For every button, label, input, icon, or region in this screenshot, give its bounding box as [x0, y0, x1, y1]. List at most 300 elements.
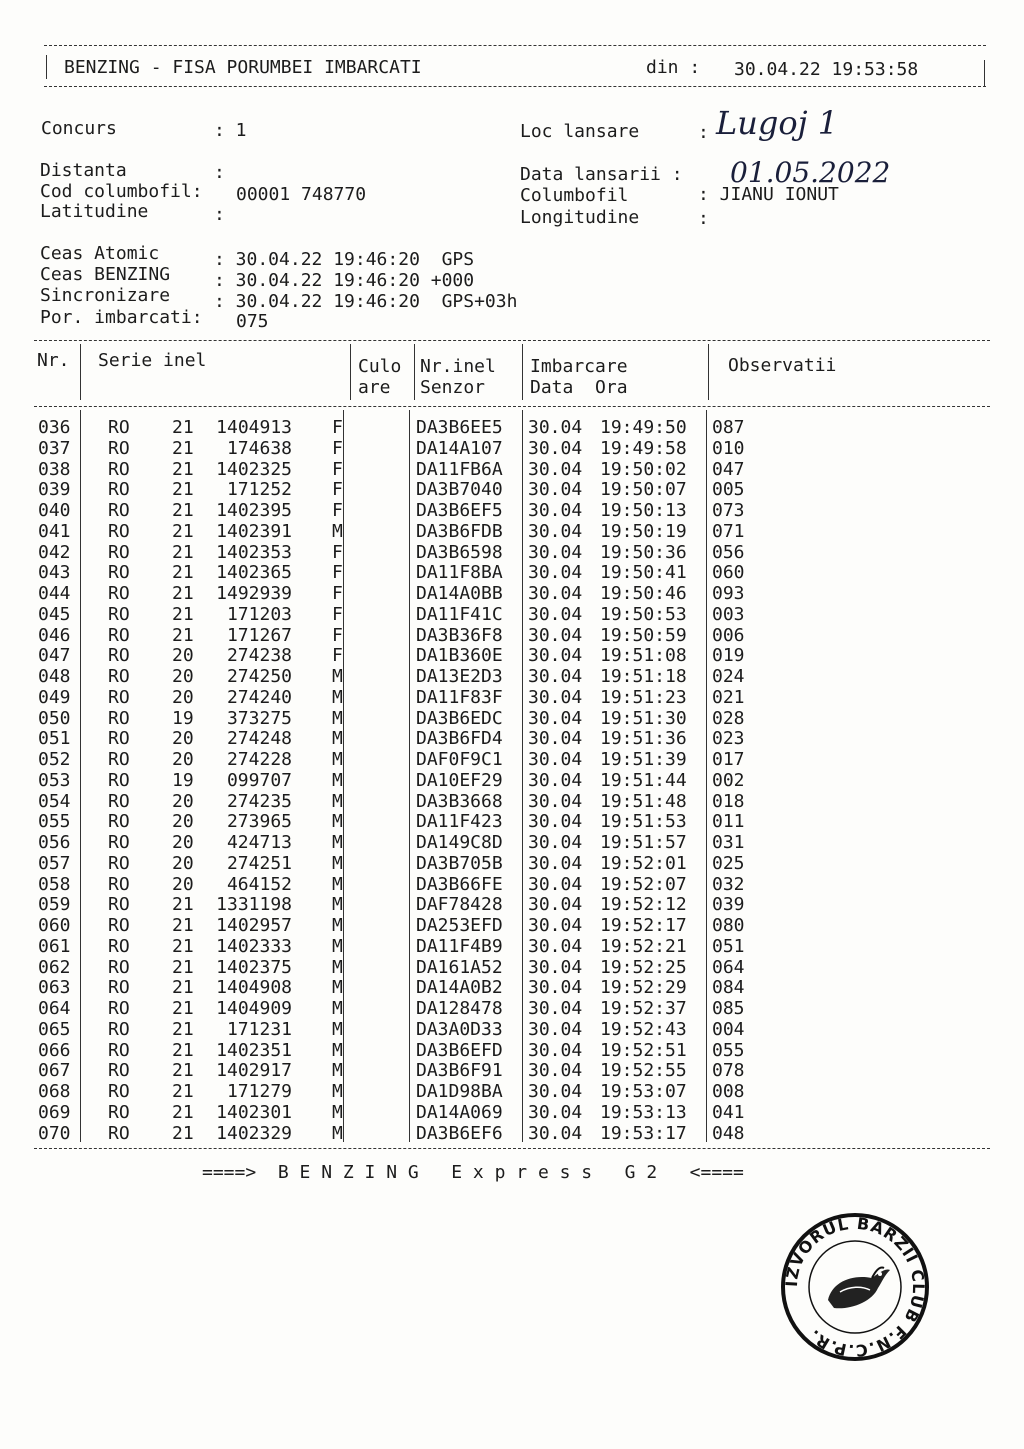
table-row [0, 480, 1024, 501]
table-row [0, 1061, 1024, 1082]
ring-serial: 1402917 [216, 1060, 292, 1082]
boarding-date: 30.04 [528, 1081, 583, 1102]
sex: M [332, 956, 343, 978]
boarding-time: 19:52:29 [600, 977, 687, 999]
header-bottom-border [44, 86, 986, 87]
boarding-time: 19:50:59 [600, 624, 687, 646]
boarding-date: 30.04 [528, 1122, 583, 1144]
ring-year: 19 [172, 707, 194, 729]
sensor-ring: DA11F41C [416, 603, 503, 625]
din-label: din : [646, 57, 701, 78]
longitudine-label: Longitudine [520, 207, 640, 228]
country-code: RO [108, 956, 130, 978]
distanta-value: : [214, 162, 225, 183]
sensor-ring: DA3B6FDB [416, 520, 503, 542]
boarding-time: 19:51:08 [600, 645, 687, 667]
boarding-time: 19:53:07 [600, 1081, 687, 1102]
boarding-date: 30.04 [528, 1101, 583, 1123]
observation: 008 [712, 1081, 745, 1102]
country-code: RO [108, 894, 130, 916]
observation: 018 [712, 790, 745, 812]
row-number: 053 [38, 769, 71, 791]
sensor-ring: DA3B66FE [416, 873, 503, 895]
sex: M [332, 873, 343, 895]
country-code: RO [108, 645, 130, 667]
observation: 080 [712, 915, 745, 936]
ring-serial: 424713 [226, 832, 292, 853]
boarding-time: 19:50:41 [600, 562, 687, 584]
boarding-time: 19:49:58 [600, 437, 687, 459]
ring-year: 21 [172, 894, 194, 916]
table-row [0, 501, 1024, 522]
boarding-date: 30.04 [528, 935, 583, 957]
ceas-benzing-label: Ceas BENZING [40, 264, 171, 285]
boarding-date: 30.04 [528, 977, 583, 999]
boarding-time: 19:50:46 [600, 583, 687, 604]
ring-serial: 1402351 [216, 1039, 292, 1061]
sensor-ring: DA3B705B [416, 852, 503, 874]
boarding-time: 19:52:01 [600, 852, 687, 874]
boarding-date: 30.04 [528, 541, 583, 563]
ring-year: 21 [172, 541, 194, 563]
porumbei-imbarcati-label: Por. imbarcati: [40, 307, 203, 328]
ring-year: 21 [172, 1081, 194, 1102]
row-number: 040 [38, 500, 71, 521]
header-left-border [46, 55, 47, 79]
sensor-ring: DA14A107 [416, 437, 503, 459]
boarding-time: 19:52:37 [600, 998, 687, 1019]
ring-serial: 1402395 [216, 500, 292, 521]
ring-year: 21 [172, 1122, 194, 1144]
table-row [0, 771, 1024, 792]
ring-serial: 1404913 [216, 417, 292, 438]
sensor-ring: DA3B6EDC [416, 707, 503, 729]
observation: 084 [712, 977, 745, 999]
header-divider [708, 344, 709, 400]
ring-serial: 1402301 [216, 1101, 292, 1123]
boarding-time: 19:52:51 [600, 1039, 687, 1061]
sensor-ring: DA3B6EE5 [416, 417, 503, 438]
boarding-date: 30.04 [528, 520, 583, 542]
boarding-date: 30.04 [528, 1018, 583, 1040]
boarding-time: 19:52:07 [600, 873, 687, 895]
boarding-date: 30.04 [528, 1060, 583, 1082]
country-code: RO [108, 1101, 130, 1123]
table-row [0, 875, 1024, 896]
country-code: RO [108, 790, 130, 812]
table-row [0, 418, 1024, 439]
table-row [0, 646, 1024, 667]
observation: 025 [712, 852, 745, 874]
observation: 021 [712, 686, 745, 708]
distanta-label: Distanta [40, 160, 127, 181]
sex: F [332, 437, 343, 459]
ring-serial: 464152 [226, 873, 292, 895]
ring-year: 20 [172, 686, 194, 708]
ring-serial: 1331198 [216, 894, 292, 916]
sensor-ring: DA14A069 [416, 1101, 503, 1123]
ring-serial: 099707 [226, 769, 292, 791]
row-number: 049 [38, 686, 71, 708]
sex: F [332, 541, 343, 563]
boarding-time: 19:51:57 [600, 832, 687, 853]
country-code: RO [108, 437, 130, 459]
boarding-date: 30.04 [528, 583, 583, 604]
sensor-ring: DA1D98BA [416, 1081, 503, 1102]
boarding-date: 30.04 [528, 998, 583, 1019]
ring-serial: 273965 [226, 811, 292, 833]
boarding-time: 19:50:19 [600, 520, 687, 542]
country-code: RO [108, 541, 130, 563]
ring-serial: 1404908 [216, 977, 292, 999]
observation: 004 [712, 1018, 745, 1040]
sensor-ring: DAF78428 [416, 894, 503, 916]
header-divider [350, 344, 351, 400]
sex: M [332, 1039, 343, 1061]
boarding-time: 19:53:17 [600, 1122, 687, 1144]
ring-year: 21 [172, 956, 194, 978]
observation: 006 [712, 624, 745, 646]
ring-year: 20 [172, 873, 194, 895]
boarding-date: 30.04 [528, 811, 583, 833]
header-divider [414, 344, 415, 400]
sex: M [332, 977, 343, 999]
sensor-ring: DA1B360E [416, 645, 503, 667]
observation: 055 [712, 1039, 745, 1061]
ring-serial: 171231 [226, 1018, 292, 1040]
country-code: RO [108, 1039, 130, 1061]
ring-year: 21 [172, 1018, 194, 1040]
row-number: 069 [38, 1101, 71, 1123]
loc-lansare-handwritten: Lugoj 1 [716, 104, 839, 142]
row-number: 052 [38, 749, 71, 770]
boarding-date: 30.04 [528, 479, 583, 501]
boarding-time: 19:52:55 [600, 1060, 687, 1082]
sex: M [332, 894, 343, 916]
boarding-time: 19:51:18 [600, 666, 687, 687]
ring-serial: 1402353 [216, 541, 292, 563]
boarding-time: 19:50:07 [600, 479, 687, 501]
sex: F [332, 562, 343, 584]
latitudine-label: Latitudine [40, 201, 149, 222]
col-header-serie-inel: Serie inel [98, 350, 207, 371]
data-lansarii-label: Data lansarii : [520, 164, 683, 185]
sex: M [332, 811, 343, 833]
ring-serial: 1402391 [216, 520, 292, 542]
observation: 011 [712, 811, 745, 833]
sex: F [332, 603, 343, 625]
porumbei-imbarcati-value: 075 [236, 311, 269, 332]
ring-serial: 274250 [226, 666, 292, 687]
table-bottom-border [34, 1148, 990, 1149]
country-code: RO [108, 935, 130, 957]
data-lansarii-handwritten: 01.05.2022 [730, 156, 891, 189]
observation: 010 [712, 437, 745, 459]
sex: M [332, 749, 343, 770]
ring-year: 19 [172, 769, 194, 791]
sensor-ring: DA3B3668 [416, 790, 503, 812]
table-row [0, 833, 1024, 854]
observation: 002 [712, 769, 745, 791]
col-header-culoare-2: are [358, 377, 391, 398]
club-stamp-logo [780, 1212, 930, 1362]
row-number: 067 [38, 1060, 71, 1082]
sex: M [332, 832, 343, 853]
row-number: 046 [38, 624, 71, 646]
ring-serial: 171252 [226, 479, 292, 501]
ring-year: 20 [172, 666, 194, 687]
boarding-date: 30.04 [528, 852, 583, 874]
country-code: RO [108, 562, 130, 584]
table-top-border [34, 340, 990, 341]
col-header-observatii: Observatii [728, 355, 837, 376]
table-row [0, 1124, 1024, 1145]
boarding-time: 19:51:30 [600, 707, 687, 729]
sex: M [332, 666, 343, 687]
observation: 023 [712, 728, 745, 750]
sensor-ring: DA3B6FD4 [416, 728, 503, 750]
sex: M [332, 1018, 343, 1040]
loc-lansare-colon: : [698, 122, 709, 143]
sensor-ring: DA3B6EFD [416, 1039, 503, 1061]
country-code: RO [108, 583, 130, 604]
table-row [0, 439, 1024, 460]
observation: 019 [712, 645, 745, 667]
row-number: 041 [38, 520, 71, 542]
boarding-date: 30.04 [528, 562, 583, 584]
sex: M [332, 728, 343, 750]
cod-columbofil-label: Cod columbofil: [40, 181, 203, 202]
observation: 087 [712, 417, 745, 438]
observation: 056 [712, 541, 745, 563]
row-number: 036 [38, 417, 71, 438]
ring-serial: 171203 [226, 603, 292, 625]
row-number: 057 [38, 852, 71, 874]
country-code: RO [108, 707, 130, 729]
header-top-border [44, 45, 986, 46]
country-code: RO [108, 1081, 130, 1102]
sensor-ring: DA13E2D3 [416, 666, 503, 687]
sex: F [332, 583, 343, 604]
ring-year: 21 [172, 1101, 194, 1123]
ring-year: 21 [172, 998, 194, 1019]
table-row [0, 1020, 1024, 1041]
ring-year: 20 [172, 728, 194, 750]
country-code: RO [108, 852, 130, 874]
ceas-atomic-value: : 30.04.22 19:46:20 GPS [214, 249, 475, 270]
sex: M [332, 915, 343, 936]
boarding-time: 19:50:53 [600, 603, 687, 625]
observation: 032 [712, 873, 745, 895]
ring-serial: 373275 [226, 707, 292, 729]
ring-serial: 174638 [226, 437, 292, 459]
row-number: 045 [38, 603, 71, 625]
boarding-date: 30.04 [528, 417, 583, 438]
sensor-ring: DA11F8BA [416, 562, 503, 584]
ring-serial: 274228 [226, 749, 292, 770]
table-row [0, 916, 1024, 937]
boarding-date: 30.04 [528, 873, 583, 895]
sex: F [332, 479, 343, 501]
pigeon-icon [828, 1267, 890, 1308]
boarding-time: 19:50:02 [600, 458, 687, 480]
table-row [0, 792, 1024, 813]
boarding-date: 30.04 [528, 645, 583, 667]
ring-serial: 274251 [226, 852, 292, 874]
country-code: RO [108, 728, 130, 750]
ring-year: 20 [172, 832, 194, 853]
observation: 051 [712, 935, 745, 957]
footer-text: ====> B E N Z I N G E x p r e s s G 2 <==== [202, 1162, 744, 1183]
ring-year: 21 [172, 915, 194, 936]
sex: F [332, 458, 343, 480]
table-row [0, 584, 1024, 605]
ring-year: 21 [172, 603, 194, 625]
boarding-time: 19:51:44 [600, 769, 687, 791]
sex: M [332, 1122, 343, 1144]
table-row [0, 978, 1024, 999]
ceas-benzing-value: : 30.04.22 19:46:20 +000 [214, 270, 475, 291]
sensor-ring: DA128478 [416, 998, 503, 1019]
table-row [0, 958, 1024, 979]
sex: M [332, 998, 343, 1019]
row-number: 055 [38, 811, 71, 833]
table-row [0, 460, 1024, 481]
sex: M [332, 790, 343, 812]
table-row [0, 1082, 1024, 1103]
sex: F [332, 500, 343, 521]
ring-year: 20 [172, 790, 194, 812]
boarding-date: 30.04 [528, 458, 583, 480]
observation: 085 [712, 998, 745, 1019]
ring-serial: 274240 [226, 686, 292, 708]
observation: 073 [712, 500, 745, 521]
sex: M [332, 852, 343, 874]
ring-serial: 1402375 [216, 956, 292, 978]
ring-year: 21 [172, 977, 194, 999]
cod-columbofil-value: 00001 748770 [236, 184, 367, 205]
ring-serial: 1402325 [216, 458, 292, 480]
ring-serial: 274248 [226, 728, 292, 750]
sex: M [332, 707, 343, 729]
sensor-ring: DA253EFD [416, 915, 503, 936]
boarding-date: 30.04 [528, 749, 583, 770]
table-row [0, 605, 1024, 626]
observation: 048 [712, 1122, 745, 1144]
country-code: RO [108, 1122, 130, 1144]
table-row [0, 854, 1024, 875]
columbofil-value: : JIANU IONUT [698, 184, 839, 205]
table-row [0, 667, 1024, 688]
ring-year: 20 [172, 749, 194, 770]
row-number: 047 [38, 645, 71, 667]
country-code: RO [108, 769, 130, 791]
row-number: 065 [38, 1018, 71, 1040]
country-code: RO [108, 417, 130, 438]
boarding-date: 30.04 [528, 832, 583, 853]
ceas-atomic-label: Ceas Atomic [40, 243, 160, 264]
ring-serial: 1404909 [216, 998, 292, 1019]
sensor-ring: DA3B6EF5 [416, 500, 503, 521]
sincronizare-value: : 30.04.22 19:46:20 GPS+03h [214, 291, 518, 312]
boarding-date: 30.04 [528, 603, 583, 625]
sensor-ring: DA3B6F91 [416, 1060, 503, 1082]
country-code: RO [108, 666, 130, 687]
concurs-value: : 1 [214, 120, 247, 141]
observation: 039 [712, 894, 745, 916]
boarding-date: 30.04 [528, 666, 583, 687]
table-row [0, 1041, 1024, 1062]
country-code: RO [108, 686, 130, 708]
country-code: RO [108, 832, 130, 853]
table-row [0, 688, 1024, 709]
ring-year: 21 [172, 437, 194, 459]
sensor-ring: DA11F83F [416, 686, 503, 708]
ring-year: 21 [172, 479, 194, 501]
ring-year: 21 [172, 562, 194, 584]
row-number: 063 [38, 977, 71, 999]
ring-year: 21 [172, 1039, 194, 1061]
observation: 093 [712, 583, 745, 604]
row-number: 060 [38, 915, 71, 936]
country-code: RO [108, 500, 130, 521]
table-row [0, 522, 1024, 543]
sex: M [332, 520, 343, 542]
row-number: 038 [38, 458, 71, 480]
ring-year: 21 [172, 935, 194, 957]
header-right-border [984, 60, 985, 86]
table-header-border [34, 406, 990, 407]
sincronizare-label: Sincronizare [40, 285, 171, 306]
table-row [0, 999, 1024, 1020]
col-header-nr: Nr. [37, 350, 70, 371]
header-divider [80, 344, 81, 400]
sensor-ring: DA10EF29 [416, 769, 503, 791]
latitudine-value: : [214, 204, 225, 225]
sensor-ring: DAF0F9C1 [416, 749, 503, 770]
row-number: 050 [38, 707, 71, 729]
row-number: 043 [38, 562, 71, 584]
row-number: 044 [38, 583, 71, 604]
row-number: 042 [38, 541, 71, 563]
boarding-date: 30.04 [528, 894, 583, 916]
sex: M [332, 686, 343, 708]
observation: 041 [712, 1101, 745, 1123]
ring-serial: 274238 [226, 645, 292, 667]
sensor-ring: DA3B6598 [416, 541, 503, 563]
table-row [0, 812, 1024, 833]
col-header-culoare-1: Culo [358, 356, 402, 377]
sensor-ring: DA14A0B2 [416, 977, 503, 999]
table-row [0, 709, 1024, 730]
sensor-ring: DA14A0BB [416, 583, 503, 604]
row-number: 068 [38, 1081, 71, 1102]
table-row [0, 729, 1024, 750]
row-number: 048 [38, 666, 71, 687]
ring-year: 21 [172, 624, 194, 646]
row-number: 059 [38, 894, 71, 916]
ring-serial: 171279 [226, 1081, 292, 1102]
header-divider [522, 344, 523, 400]
row-number: 066 [38, 1039, 71, 1061]
boarding-date: 30.04 [528, 437, 583, 459]
boarding-time: 19:52:17 [600, 915, 687, 936]
observation: 064 [712, 956, 745, 978]
sensor-ring: DA3B7040 [416, 479, 503, 501]
table-row [0, 563, 1024, 584]
boarding-time: 19:52:12 [600, 894, 687, 916]
din-value: 30.04.22 19:53:58 [734, 59, 919, 80]
